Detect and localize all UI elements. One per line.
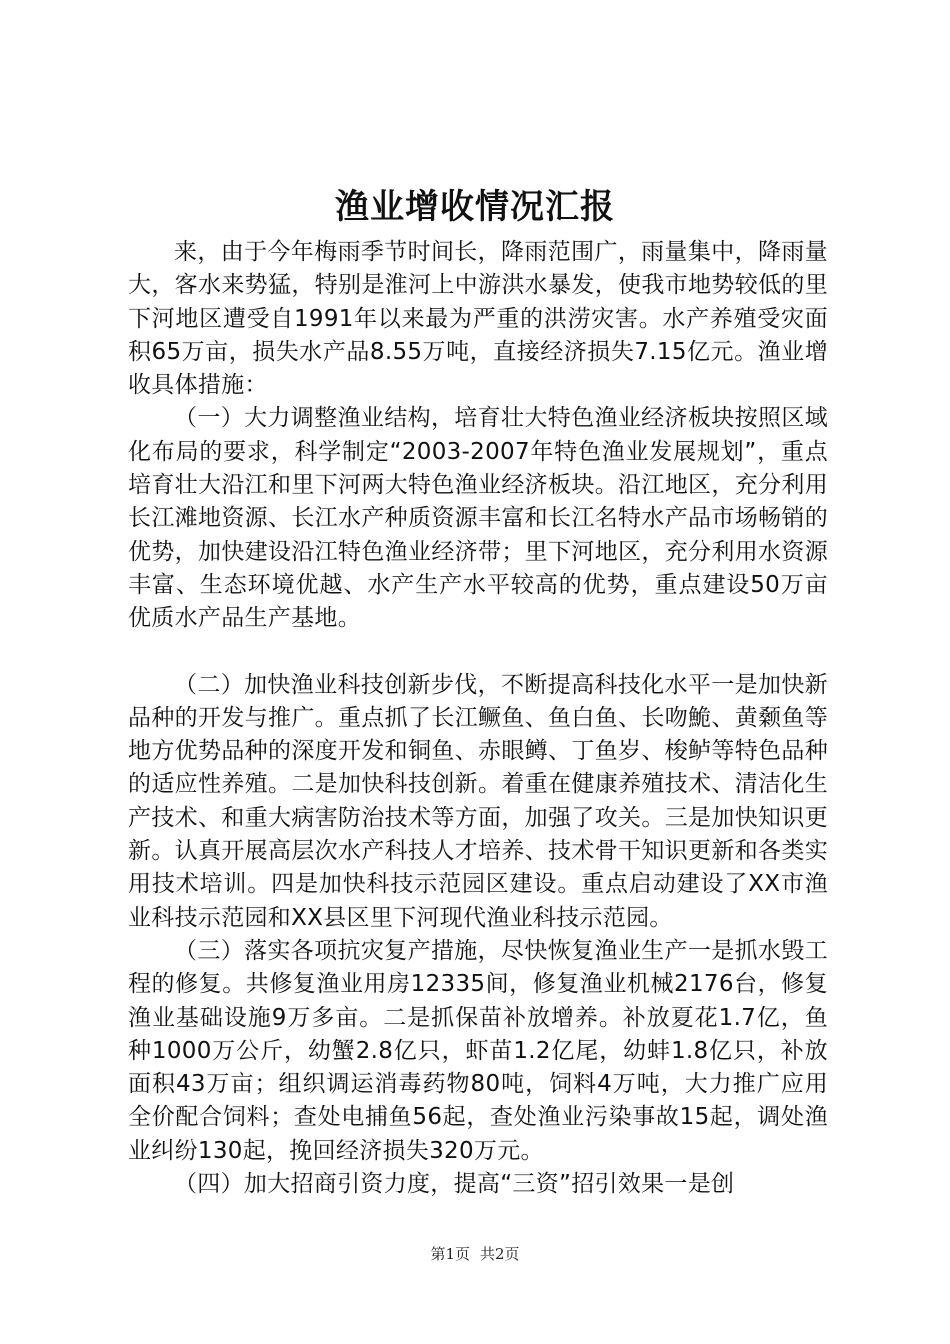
paragraph-intro: 来，由于今年梅雨季节时间长，降雨范围广，雨量集中，降雨量大，客水来势猛，特别是淮河上中游洪水暴发，使我市地势较低的里下河地区遭受自1991年以来最为严重的洪涝灾害。水产养殖受灾面积65万亩，损失水产品8.55万吨，直接经济损失7.15亿元。渔业增收具体措施： [128, 239, 828, 399]
paragraph-section-2: （二）加快渔业科技创新步伐，不断提高科技化水平一是加快新品种的开发与推广。重点抓了长江鳜鱼、鱼白鱼、长吻鮠、黄颡鱼等地方优势品种的深度开发和铜鱼、赤眼鳟、丁鱼岁、梭鲈等特色品种的适应性养殖。二是加快科技创新。着重在健康养殖技术、清洁化生产技术、和重大病害防治技术等方面，加强了攻关。三是加快知识更新。认真开展高层次水产科技人才培养、技术骨干知识更新和各类实用技术培训。四是加快科技示范园区建设。重点启动建设了XX市渔业科技示范园和XX县区里下河现代渔业科技示范园。 [128, 671, 828, 931]
document-body [128, 236, 828, 1201]
paragraph-section-4: （四）加大招商引资力度，提高“三资”招引效果一是创 [174, 1171, 735, 1198]
page-total: 共2页 [480, 1245, 520, 1263]
paragraph-section-3: （三）落实各项抗灾复产措施，尽快恢复渔业生产一是抓水毁工程的修复。共修复渔业用房12335间，修复渔业机械2176台，修复渔业基础设施9万多亩。二是抓保苗补放增养。补放夏花1.7亿，鱼种1000万公斤，幼蟹2.8亿只，虾苗1.2亿尾，幼蚌1.8亿只，补放面积43万亩；组织调运消毒药物80吨，饲料4万吨，大力推广应用全价配合饲料；查处电捕鱼56起，查处渔业污染事故15起，调处渔业纠纷130起，挽回经济损失320万元。 [128, 937, 828, 1164]
paragraph-section-1: （一）大力调整渔业结构，培育壮大特色渔业经济板块按照区域化布局的要求，科学制定“2003-2007年特色渔业发展规划”，重点培育壮大沿江和里下河两大特色渔业经济板块。沿江地区，充分利用长江滩地资源、长江水产种质资源丰富和长江名特水产品市场畅销的优势，加快建设沿江特色渔业经济带；里下河地区，充分利用水资源丰富、生态环境优越、水产生产水平较高的优势，重点建设50万亩优质水产品生产基地。 [128, 405, 828, 632]
page-number: 第1页 [430, 1245, 470, 1263]
page-footer [0, 1243, 950, 1265]
document-title: 渔业增收情况汇报 [335, 187, 615, 227]
